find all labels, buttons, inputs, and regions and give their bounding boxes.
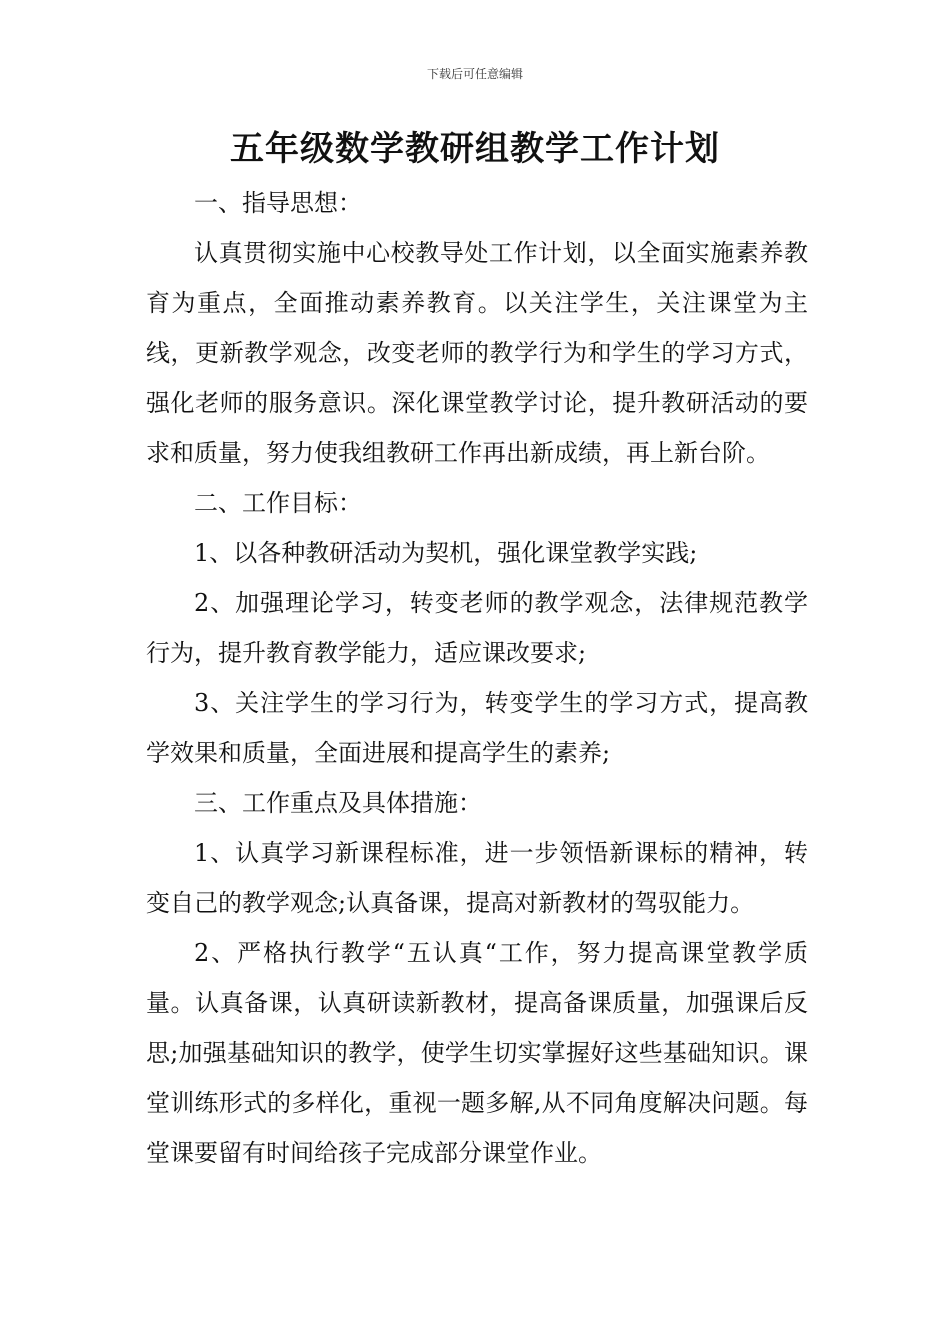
document-body (146, 178, 808, 1178)
document-title: 五年级数学教研组教学工作计划 (230, 129, 720, 169)
page-header-note: 下载后可任意编辑 (426, 67, 523, 81)
goal-item-3: 3、关注学生的学习行为，转变学生的学习方式，提高教学效果和质量，全面进展和提高学生的素养; (146, 689, 808, 767)
goal-item-2: 2、加强理论学习，转变老师的教学观念，法律规范教学行为，提升教育教学能力，适应课改要求; (146, 589, 808, 667)
section-heading-work-goals: 二、工作目标： (194, 489, 362, 517)
section-heading-guiding-thought: 一、指导思想： (194, 189, 362, 217)
section-heading-key-measures: 三、工作重点及具体措施： (194, 789, 482, 817)
measure-item-2: 2、严格执行教学“五认真“工作，努力提高课堂教学质量。认真备课，认真研读新教材，提高备课质量，加强课后反思;加强基础知识的教学，使学生切实掌握好这些基础知识。课堂训练形式的多样化，重视一题多解,从不同角度解决问题。每堂课要留有时间给孩子完成部分课堂作业。 (146, 939, 808, 1167)
goal-item-1: 1、以各种教研活动为契机，强化课堂教学实践; (194, 539, 698, 567)
paragraph-guiding-thought: 认真贯彻实施中心校教导处工作计划，以全面实施素养教育为重点，全面推动素养教育。以关注学生，关注课堂为主线，更新教学观念，改变老师的教学行为和学生的学习方式，强化老师的服务意识。深化课堂教学讨论，提升教研活动的要求和质量，努力使我组教研工作再出新成绩，再上新台阶。 (146, 239, 808, 467)
measure-item-1: 1、认真学习新课程标准，进一步领悟新课标的精神，转变自己的教学观念;认真备课，提高对新教材的驾驭能力。 (146, 839, 808, 917)
